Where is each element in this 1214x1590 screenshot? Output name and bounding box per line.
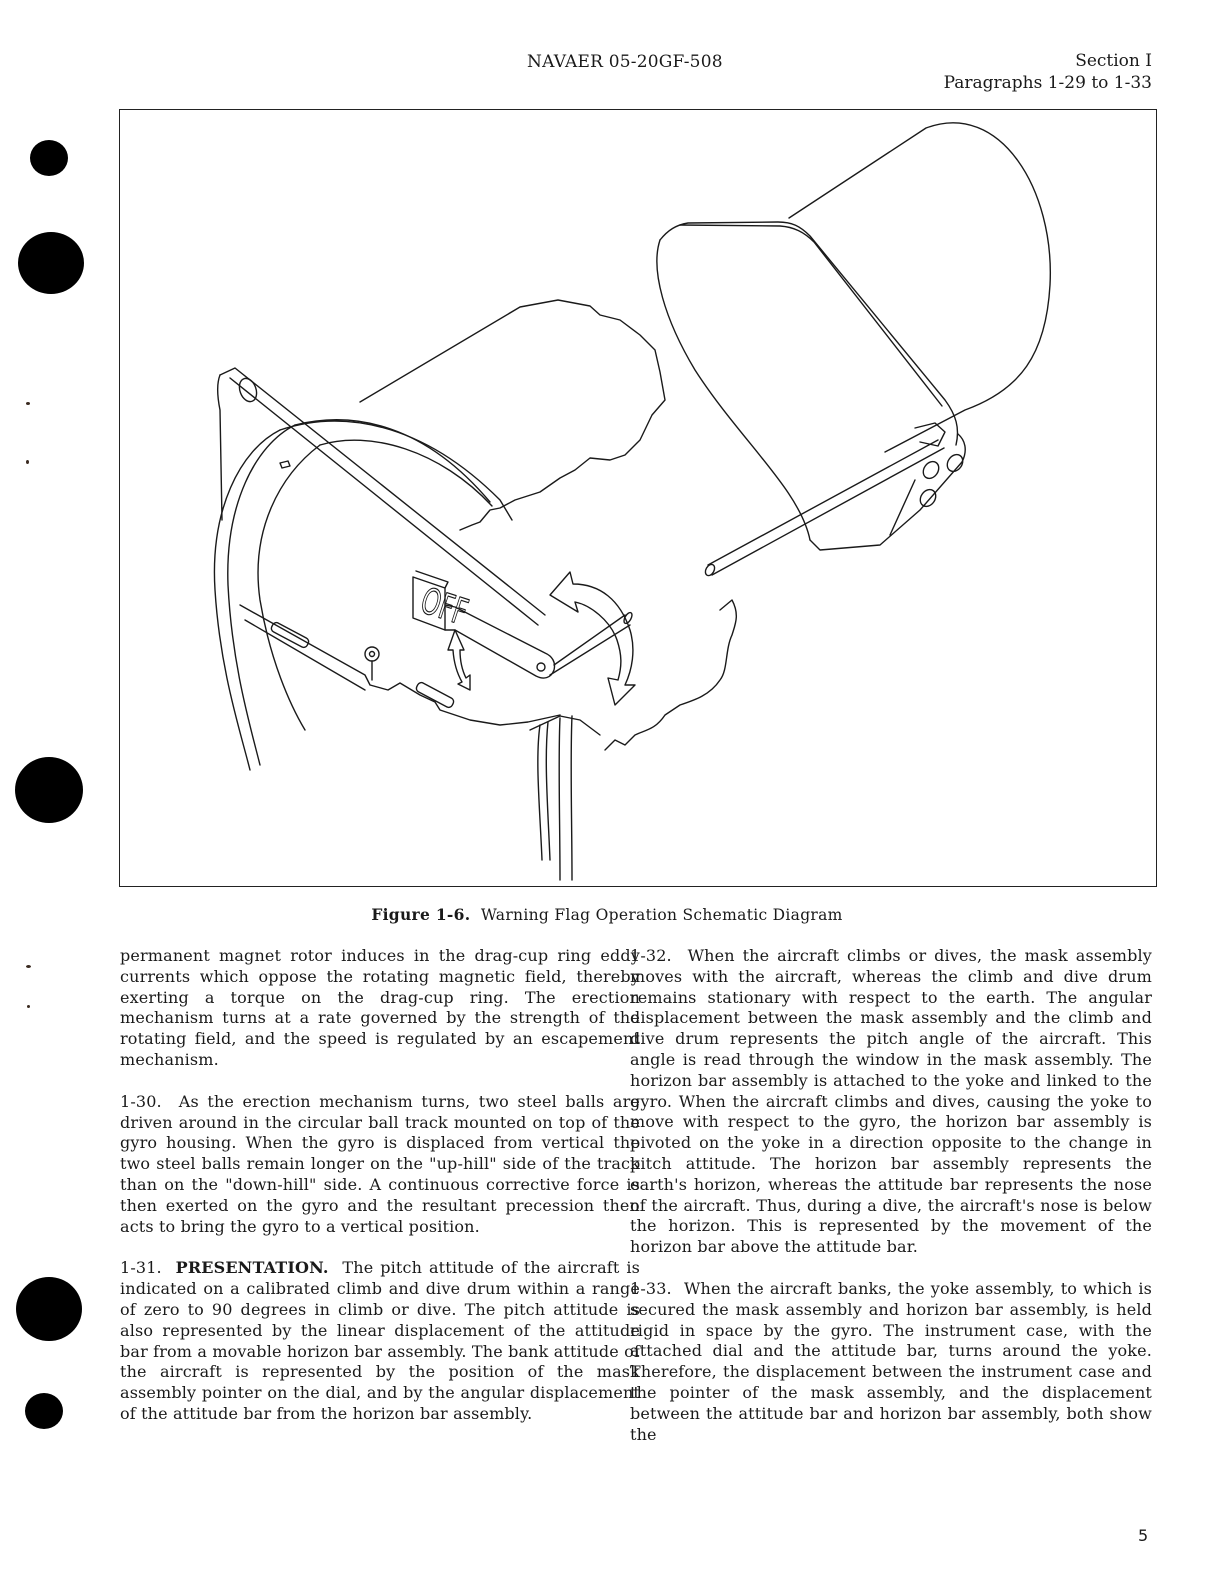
pivot-bracket bbox=[890, 423, 966, 535]
paragraph-1-33 bbox=[630, 1279, 1152, 1445]
figure-caption bbox=[0, 905, 1214, 924]
paragraph-1-32 bbox=[630, 946, 1152, 1258]
paragraph-number: 1-30. bbox=[120, 1091, 162, 1111]
binding-hole bbox=[18, 232, 84, 294]
binding-hole bbox=[15, 757, 83, 823]
flag-linkage-bar bbox=[240, 605, 560, 725]
scan-speck bbox=[26, 402, 30, 405]
figure-frame bbox=[119, 109, 1157, 887]
scan-speck bbox=[27, 1005, 30, 1008]
flag-off-label: OFF bbox=[415, 580, 473, 635]
paragraph-text: When the aircraft banks, the yoke assembly, to which is secured the mask assembly and horizon bar assembly, is held rigid in space by the gyro. The instrument case, with the attached dial and the attitude bar, turns around the yoke. Therefore, the displacement between the instrument case and the pointer of the mask assembly, and the displacement between the attitude bar and horizon bar assembly, both show the bbox=[630, 1278, 1152, 1444]
document-number: NAVAER 05-20GF-508 bbox=[527, 52, 723, 72]
section-reference bbox=[944, 50, 1152, 94]
paragraph-text: When the aircraft climbs or dives, the mask assembly moves with the aircraft, whereas the climb and dive drum remains stationary with respect to the earth. The angular displacement between the mask assembly and the climb and dive drum represents the pitch angle of the aircraft. This angle is read through the window in the mask assembly. The horizon bar assembly is attached to the yoke and linked to the gyro. When the aircraft climbs and dives, causing the yoke to move with respect to the gyro, the horizon bar assembly is pivoted on the yoke in a direction opposite to the change in pitch attitude. The horizon bar assembly represents the earth's horizon, whereas the attitude bar represents the nose of the aircraft. Thus, during a dive, the aircraft's nose is below the horizon. This is represented by the movement of the horizon bar above the attitude bar. bbox=[630, 946, 1152, 1257]
paragraph-number: 1-31. bbox=[120, 1258, 162, 1278]
scan-speck bbox=[26, 460, 29, 464]
paragraph-heading: PRESENTATION. bbox=[175, 1258, 329, 1278]
flag-shaft bbox=[704, 440, 944, 577]
off-warning-flag bbox=[413, 571, 634, 678]
right-text-column bbox=[630, 946, 1152, 1466]
paragraph-text: The pitch attitude of the aircraft is indicated on a calibrated climb and dive drum within a range of zero to 90 degrees in climb or dive. The pitch attitude is also represented by the linear displacement of the attitude bar from a movable horizon bar assembly. The bank attitude of the aircraft is represented by the position of the mask assembly pointer on the dial, and by the angular displacement of the attitude bar from the horizon bar assembly. bbox=[120, 1258, 640, 1423]
section-label: Section I bbox=[1075, 51, 1152, 71]
figure-label: Figure 1-6. bbox=[371, 905, 471, 924]
binding-hole bbox=[16, 1277, 82, 1341]
paragraph-1-31 bbox=[120, 1258, 640, 1424]
paragraph-number: 1-32. bbox=[630, 946, 672, 965]
paragraph-text: As the erection mechanism turns, two steel balls are driven around in the circular ball track mounted on top of the gyro housing. When the gyro is displaced from vertical the two steel balls remain longer on the "up-hill" side of the track than on the "down-hill" side. A continuous corrective force is then exerted on the gyro and the resultant precession then acts to bring the gyro to a vertical position. bbox=[120, 1091, 640, 1236]
left-text-column bbox=[120, 946, 640, 1446]
flag-motion-arrow-icon bbox=[448, 630, 470, 690]
instrument-cable bbox=[530, 716, 600, 880]
binding-hole bbox=[30, 140, 68, 176]
paragraph-range: Paragraphs 1-29 to 1-33 bbox=[943, 73, 1152, 93]
paragraph-number: 1-33. bbox=[630, 1278, 672, 1298]
binding-hole bbox=[25, 1393, 63, 1429]
paragraph-1-30 bbox=[120, 1092, 640, 1238]
scan-speck bbox=[26, 965, 31, 968]
paragraph-continued: permanent magnet rotor induces in the drag-cup ring eddy currents which oppose the rotating magnetic field, thereby exerting a torque on the drag-cup ring. The erection mechanism turns at a rate governed by the strength of the rotating field, and the speed is regulated by an escapement mechanism. bbox=[120, 946, 640, 1069]
warning-flag-schematic-diagram bbox=[120, 110, 1156, 886]
figure-title: Warning Flag Operation Schematic Diagram bbox=[480, 906, 843, 924]
page-number: 5 bbox=[1138, 1526, 1149, 1545]
